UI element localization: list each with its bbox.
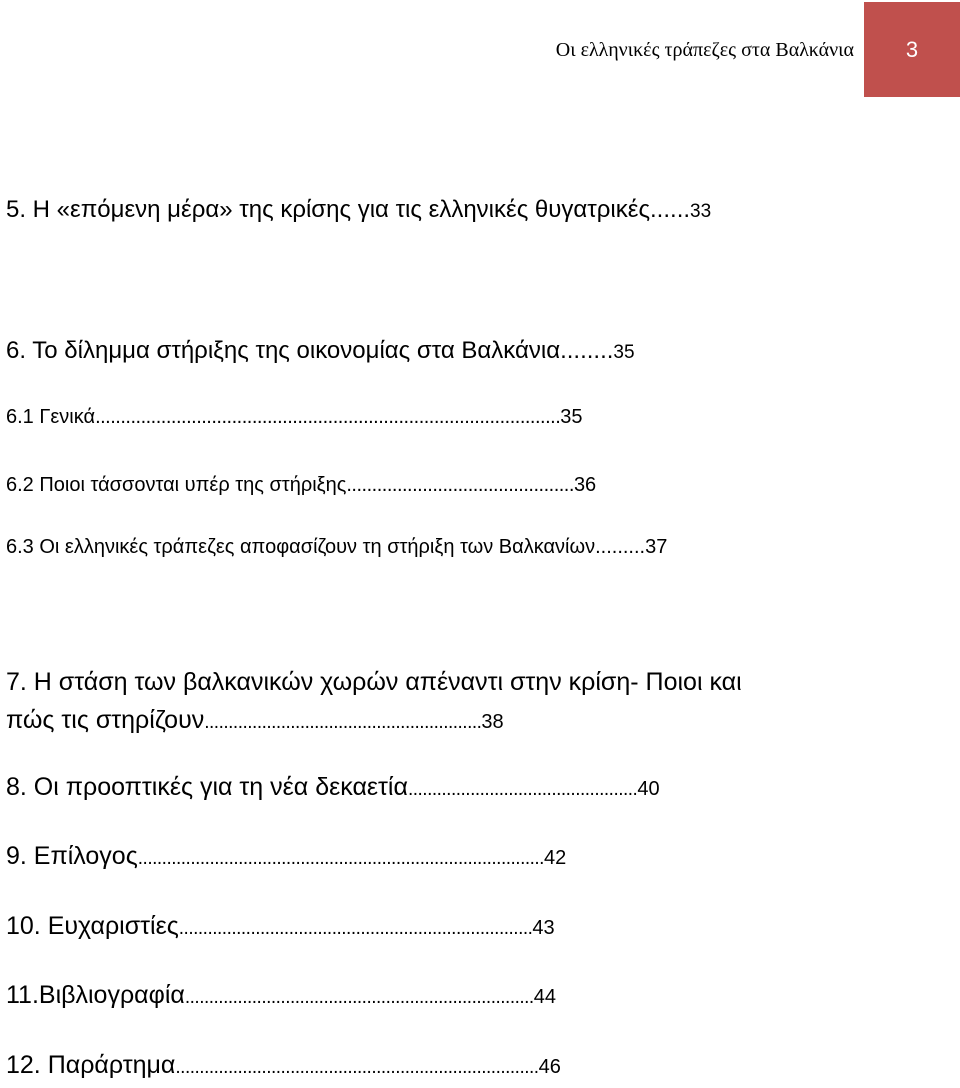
toc-entry-5[interactable] <box>6 196 936 224</box>
page-header-title: Οι ελληνικές τράπεζες στα Βαλκάνια <box>555 39 854 61</box>
toc-entry-6[interactable] <box>6 337 941 365</box>
toc-leader-dots: ......... <box>595 536 646 558</box>
toc-leader-dots: ............................................. <box>346 474 574 496</box>
toc-entry-title: 9. Επίλογος <box>6 842 138 870</box>
toc-entry-10[interactable] <box>6 912 946 941</box>
toc-entry-title: 12. Παράρτημα <box>6 1051 176 1079</box>
toc-entry-title: 6.3 Οι ελληνικές τράπεζες αποφασίζουν τη στήριξη των Βαλκανίων <box>6 536 596 558</box>
toc-leader-dots: ........ <box>560 337 614 364</box>
toc-entry-title: 6.1 Γενικά <box>6 406 96 428</box>
toc-leader-dots: ......................................................................... <box>184 987 534 1008</box>
toc-entry-title: 6.2 Ποιοι τάσσονται υπέρ της στήριξης <box>6 474 347 496</box>
toc-entry-title: 8. Οι προοπτικές για τη νέα δεκαετία <box>6 773 408 801</box>
toc-entry-6-3[interactable] <box>6 536 956 559</box>
toc-entry-6-1[interactable] <box>6 406 941 429</box>
toc-leader-dots: ..................................................................................... <box>137 848 544 869</box>
toc-leader-dots: ............................................................................ <box>175 1057 539 1078</box>
toc-page-number: 43 <box>532 917 555 939</box>
toc-page-number: 33 <box>690 201 712 222</box>
toc-entry-7[interactable] <box>6 706 946 735</box>
toc-entry-7-first-line[interactable]: 7. Η στάση των βαλκανικών χωρών απέναντι στην κρίση- Ποιοι και <box>6 668 742 696</box>
toc-page-number: 35 <box>613 342 635 363</box>
toc-leader-dots: .......................................................................... <box>178 918 533 939</box>
toc-entry-6-2[interactable] <box>6 474 941 497</box>
toc-entry-8[interactable] <box>6 773 946 802</box>
toc-entry-title: 6. Το δίλημμα στήριξης της οικονομίας στα Βαλκάνια <box>6 337 561 364</box>
toc-entry-9[interactable] <box>6 842 946 871</box>
toc-page-number: 44 <box>533 986 556 1008</box>
toc-page-number: 37 <box>645 536 668 558</box>
toc-entry-title: 5. Η «επόμενη μέρα» της κρίσης για τις ελληνικές θυγατρικές <box>6 196 651 223</box>
toc-leader-dots: ................................................ <box>407 779 638 800</box>
toc-page-number: 36 <box>573 474 597 496</box>
toc-leader-dots: ...... <box>650 196 691 223</box>
page-number: 3 <box>905 36 919 62</box>
toc-entry-title: 11.Βιβλιογραφία <box>6 981 185 1009</box>
toc-page-number: 35 <box>560 406 583 428</box>
toc-leader-dots: .......................................................... <box>204 712 482 733</box>
toc-leader-dots: ............................................................................................ <box>95 406 561 428</box>
toc-entry-title: 10. Ευχαριστίες <box>6 912 179 940</box>
toc-page-number: 46 <box>538 1056 561 1078</box>
toc-page-number: 40 <box>637 778 660 800</box>
toc-page-number: 38 <box>481 711 504 733</box>
toc-entry-11[interactable] <box>6 981 946 1010</box>
toc-entry-title: πώς τις στηρίζουν <box>6 706 205 734</box>
toc-entry-12[interactable] <box>6 1051 946 1080</box>
page-number-box <box>864 2 960 97</box>
toc-page-number: 42 <box>543 847 567 869</box>
